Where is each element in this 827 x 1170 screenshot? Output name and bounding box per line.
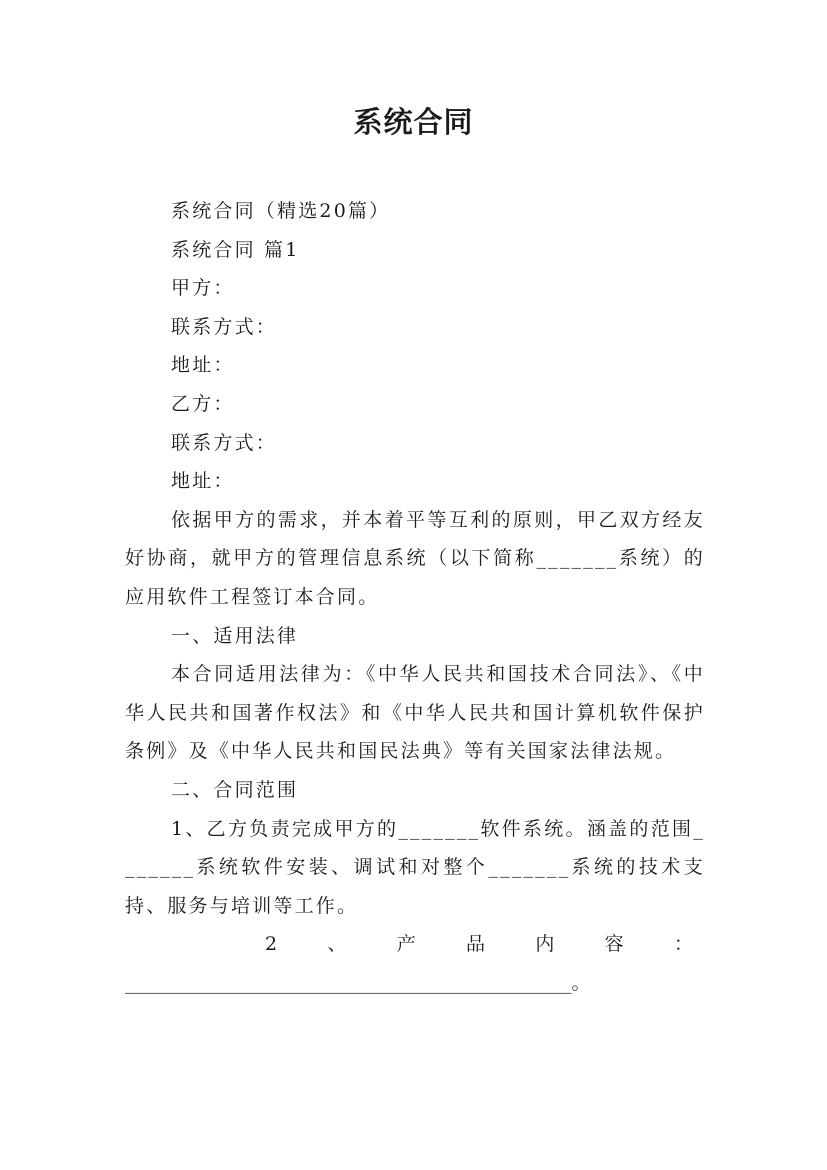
clause-heading-contract-scope: 二、合同范围 [171, 778, 299, 801]
party-b-label: 乙方： [171, 392, 235, 415]
subtitle-line: 系统合同（精选20篇） [171, 200, 391, 222]
clause-heading-applicable-law: 一、适用法律 [171, 624, 299, 647]
document-body [125, 192, 705, 1002]
paragraph-contract-scope: 1、乙方负责完成甲方的_______软件系统。涵盖的范围_______系统软件安装、调试和对整个_______系统的技术支持、服务与培训等工作。 [125, 817, 705, 917]
document-title: 系统合同 [353, 105, 474, 139]
party-a-label: 甲方： [171, 277, 235, 300]
product-content-char: 容 [604, 933, 624, 956]
party-a-address-label: 地址： [171, 354, 235, 377]
product-content-char: ： [673, 933, 693, 956]
section-heading: 系统合同 篇1 [171, 238, 300, 261]
product-content-char: 产 [396, 933, 416, 956]
product-content-char: 品 [466, 933, 486, 956]
party-a-contact-label: 联系方式： [171, 315, 278, 338]
product-content-char: 、 [327, 933, 347, 956]
paragraph-intro: 依据甲方的需求，并本着平等互利的原则，甲乙双方经友好协商，就甲方的管理信息系统（以下简称_______系统）的应用软件工程签订本合同。 [125, 508, 705, 608]
party-b-address-label: 地址： [171, 470, 235, 493]
product-content-char: 2 [265, 933, 278, 956]
product-content-line [125, 925, 705, 964]
paragraph-applicable-law: 本合同适用法律为：《中华人民共和国技术合同法》、《中华人民共和国著作权法》和《中华人民共和国计算机软件保护条例》及《中华人民共和国民法典》等有关国家法律法规。 [125, 663, 705, 763]
party-b-contact-label: 联系方式： [171, 431, 278, 454]
product-content-blank: _______________________________________________。 [125, 971, 591, 994]
product-content-char: 内 [535, 933, 555, 956]
